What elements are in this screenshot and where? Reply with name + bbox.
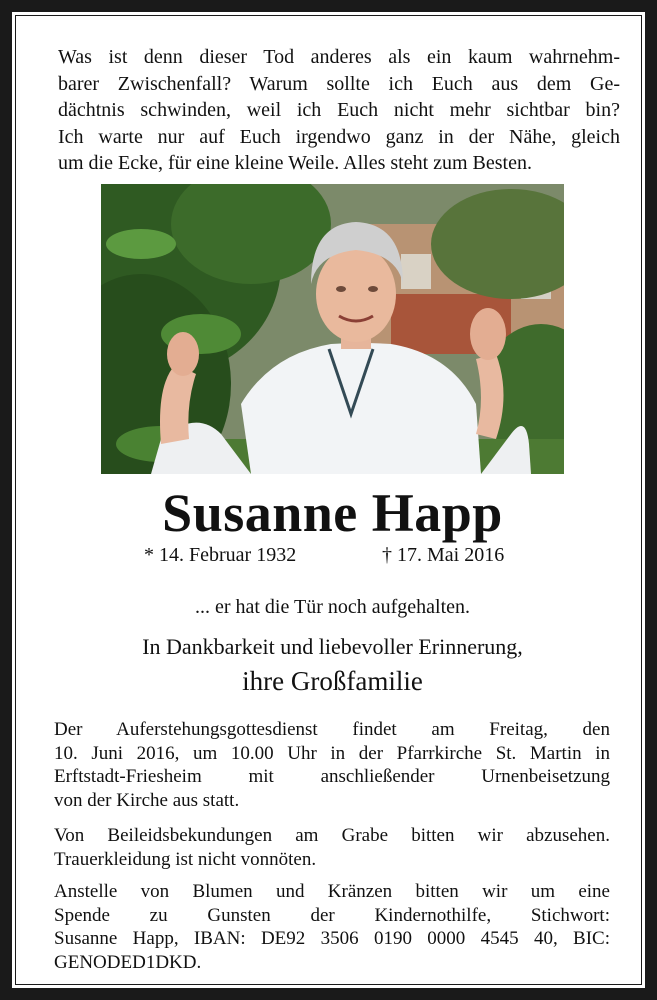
portrait-photo (101, 184, 564, 474)
quote-line: ... er hat die Tür noch aufgehalten. (194, 596, 471, 618)
thanks-line: In Dankbarkeit und liebevoller Erinnerung, (142, 634, 523, 659)
poem-line: dächtnis schwinden, weil ich Euch nicht mehr sichtbar bin? (58, 99, 620, 121)
poem-line: Was ist denn dieser Tod anderes als ein kaum wahrnehm- (58, 46, 620, 68)
donation-line: Anstelle von Blumen und Kränzen bitten wir um eine (54, 881, 610, 902)
birth-date: * 14. Februar 1932 (144, 544, 297, 566)
condolence-line: Von Beileidsbekundungen am Grabe bitten wir abzusehen. (54, 825, 610, 846)
service-line: Erftstadt-Friesheim mit anschließender Urnenbeisetzung (54, 766, 610, 787)
poem-text (58, 44, 620, 177)
service-line: Der Auferstehungsgottesdienst findet am Freitag, den (54, 719, 610, 740)
poem-line: um die Ecke, für eine kleine Weile. Alles steht zum Besten. (58, 152, 532, 174)
poem-line: Ich warte nur auf Euch irgendwo ganz in der Nähe, gleich (58, 125, 620, 148)
inner-border (15, 15, 642, 985)
donation-line: GENODED1DKD. (54, 951, 202, 973)
service-line: von der Kirche aus statt. (54, 789, 240, 811)
family-signature: ihre Großfamilie (242, 666, 423, 696)
service-paragraph (54, 718, 610, 812)
donation-line: Susanne Happ, IBAN: DE92 3506 0190 0000 4545 40, BIC: (54, 928, 610, 949)
deceased-name: Susanne Happ (162, 483, 503, 543)
condolence-line: Trauerkleidung ist nicht vonnöten. (54, 848, 317, 870)
donation-paragraph (54, 880, 610, 974)
donation-line: Spende zu Gunsten der Kindernothilfe, Stichwort: (54, 904, 610, 926)
poem-line: barer Zwischenfall? Warum sollte ich Euch aus dem Ge- (58, 72, 620, 95)
service-line: 10. Juni 2016, um 10.00 Uhr in der Pfarrkirche St. Martin in (54, 742, 610, 764)
death-date: † 17. Mai 2016 (382, 544, 505, 566)
condolence-paragraph (54, 824, 610, 871)
